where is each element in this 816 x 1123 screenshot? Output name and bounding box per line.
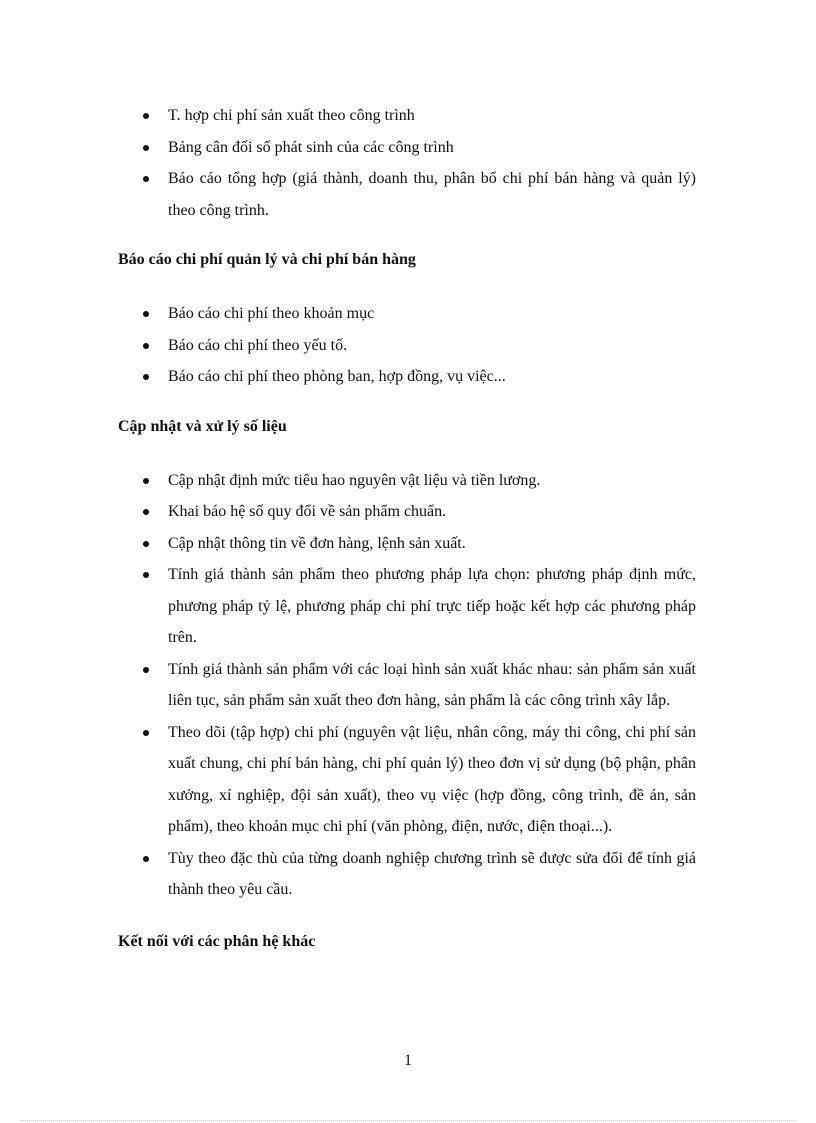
bullet-list-cost-reports bbox=[118, 298, 696, 393]
list-item-text: Báo cáo chi phí theo yếu tố. bbox=[168, 336, 348, 354]
list-item-text: Tính giá thành sản phẩm với các loại hình sản xuất khác nhau: sản phẩm sản xuất liên tục, sản phẩm sản xuất theo đơn hàng, sản phẩm là các công trình xây lắp. bbox=[168, 660, 696, 709]
bullet-icon bbox=[143, 856, 149, 862]
list-item-text: Tính giá thành sản phẩm theo phương pháp lựa chọn: phương pháp định mức, phương pháp tỷ lệ, phương pháp chi phí trực tiếp hoặc kết hợp các phương pháp trên. bbox=[168, 566, 696, 646]
list-item-text: Báo cáo chi phí theo phòng ban, hợp đồng, vụ việc... bbox=[168, 368, 506, 385]
bullet-icon bbox=[143, 176, 149, 182]
bullet-icon bbox=[143, 113, 149, 119]
list-item bbox=[118, 100, 696, 132]
list-item bbox=[118, 717, 696, 843]
page-bottom-divider bbox=[20, 1120, 796, 1121]
bullet-icon bbox=[143, 374, 149, 380]
bullet-icon bbox=[143, 541, 149, 547]
bullet-icon bbox=[143, 343, 149, 349]
section-heading: Cập nhật và xử lý số liệu bbox=[118, 417, 287, 435]
list-item-text: Tùy theo đặc thù của từng doanh nghiệp chương trình sẽ được sửa đổi để tính giá thành theo yêu cầu. bbox=[168, 849, 696, 898]
bullet-icon bbox=[143, 311, 149, 317]
list-item bbox=[118, 330, 696, 362]
bullet-icon bbox=[143, 509, 149, 515]
list-item bbox=[118, 132, 696, 164]
bullet-icon bbox=[143, 572, 149, 578]
bullet-list-project-reports bbox=[118, 100, 696, 226]
list-item bbox=[118, 496, 696, 528]
list-item-text: Khai báo hệ số quy đổi về sản phẩm chuẩn. bbox=[168, 503, 447, 520]
list-item-text: Báo cáo chi phí theo khoản mục bbox=[168, 305, 375, 322]
bullet-icon bbox=[143, 478, 149, 484]
bullet-icon bbox=[143, 730, 149, 736]
list-item bbox=[118, 163, 696, 226]
list-item bbox=[118, 465, 696, 497]
section-heading: Báo cáo chi phí quản lý và chi phí bán hàng bbox=[118, 251, 416, 268]
list-item bbox=[118, 298, 696, 330]
page-number: 1 bbox=[404, 1052, 412, 1069]
bullet-list-data-processing bbox=[118, 465, 696, 906]
bullet-icon bbox=[143, 667, 149, 673]
list-item bbox=[118, 654, 696, 717]
page-content bbox=[118, 100, 696, 954]
list-item bbox=[118, 528, 696, 560]
list-item-text: Bảng cân đối số phát sinh của các công trình bbox=[168, 138, 454, 156]
list-item-text: Cập nhật định mức tiêu hao nguyên vật liệu và tiền lương. bbox=[168, 471, 541, 489]
list-item-text: Cập nhật thông tin về đơn hàng, lệnh sản xuất. bbox=[168, 534, 466, 552]
list-item bbox=[118, 843, 696, 906]
list-item-text: T. hợp chi phí sản xuất theo công trình bbox=[168, 107, 415, 124]
bullet-icon bbox=[143, 145, 149, 151]
list-item-text: Báo cáo tổng hợp (giá thành, doanh thu, phân bổ chi phí bán hàng và quản lý) theo công trình. bbox=[168, 170, 696, 219]
list-item bbox=[118, 559, 696, 654]
list-item bbox=[118, 361, 696, 393]
section-heading: Kết nối với các phân hệ khác bbox=[118, 932, 316, 950]
list-item-text: Theo dõi (tập hợp) chi phí (nguyên vật liệu, nhân công, máy thi công, chi phí sản xuất chung, chi phí bán hàng, chi phí quản lý) theo đơn vị sử dụng (bộ phận, phân xưởng, xí nghiệp, đội sản xuất), theo vụ việc (hợp đồng, công trình, đề án, sản phẩm), theo khoản mục chi phí (văn phòng, điện, nước, điện thoại...). bbox=[168, 723, 696, 835]
